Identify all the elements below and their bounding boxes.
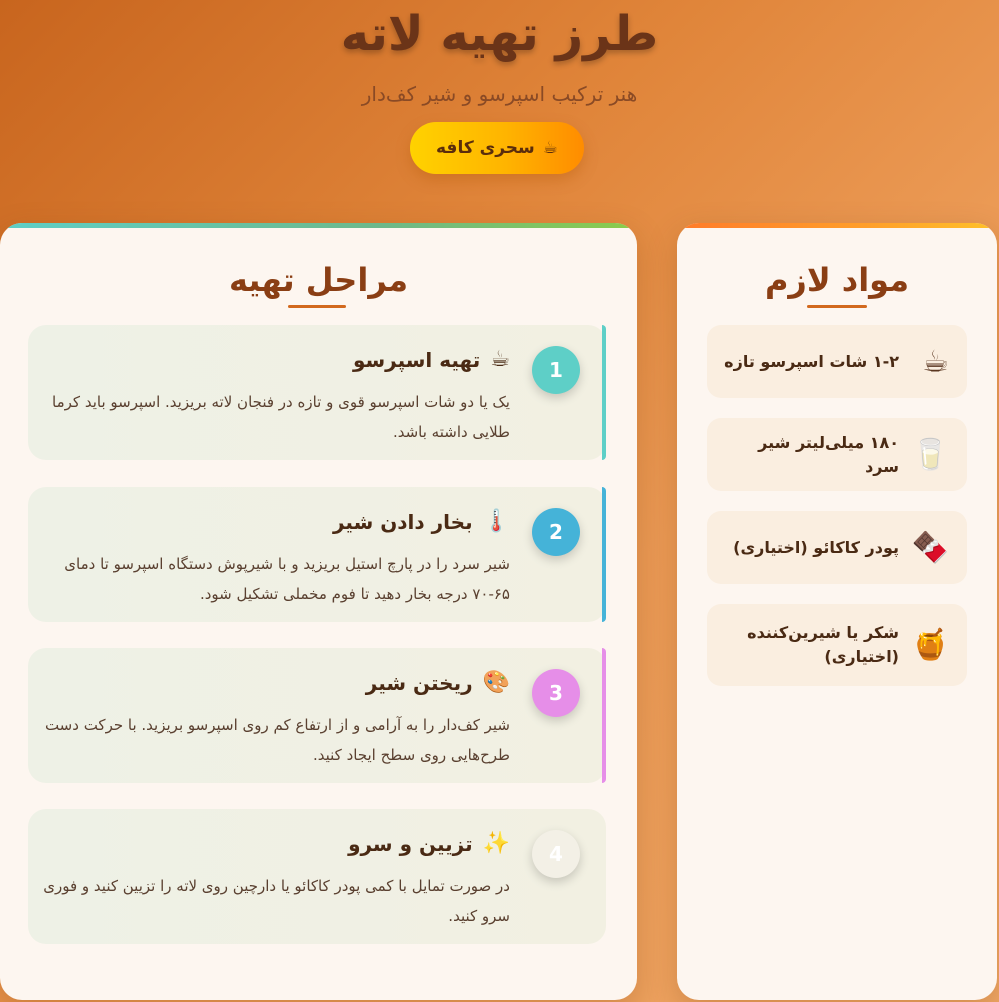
palette-icon: 🎨	[482, 670, 510, 695]
cafe-badge-label: سحری کافه	[436, 138, 535, 158]
ingredients-card	[677, 223, 997, 1000]
step-number-badge: 3	[532, 669, 580, 717]
ingredient-label: پودر کاکائو (اختیاری)	[733, 537, 899, 557]
ingredient-label: شکر یا شیرین‌کننده (اختیاری)	[747, 623, 899, 666]
ingredient-label: ۱۸۰ میلی‌لیتر شیر سرد	[758, 432, 899, 476]
ingredient-item	[707, 325, 967, 398]
ingredient-item	[707, 418, 967, 491]
ingredients-card-title: مواد لازم	[764, 261, 910, 299]
step-title: بخار دادن شیر	[332, 509, 473, 534]
step-item	[28, 325, 606, 460]
step-number-badge: 4	[532, 830, 580, 878]
steps-card	[0, 223, 637, 1000]
step-number-badge: 1	[532, 346, 580, 394]
cafe-badge[interactable]	[410, 122, 584, 174]
step-item	[28, 809, 606, 944]
coffee-icon: ☕	[922, 344, 949, 379]
ingredients-title-underline	[807, 305, 867, 308]
step-title: تهیه اسپرسو	[352, 347, 481, 372]
ingredient-label: ۱-۲ شات اسپرسو تازه	[724, 351, 899, 371]
chocolate-bar-icon: 🍫	[911, 530, 949, 565]
thermometer-icon: 🌡️	[482, 509, 510, 534]
ingredient-item	[707, 604, 967, 686]
coffee-icon: ☕	[542, 138, 559, 158]
step-title: تزیین و سرو	[348, 831, 473, 856]
step-edge-accent	[602, 325, 606, 460]
page-title: طرز تهیه لاته	[340, 6, 659, 62]
steps-card-title: مراحل تهیه	[228, 261, 409, 299]
step-edge-accent	[602, 487, 606, 622]
sparkles-icon: ✨	[482, 831, 510, 856]
step-description: شیر سرد را در پارچ استیل بریزید و با شیرپوش دستگاه اسپرسو تا دمای ۶۵-۷۰ درجه بخار دهید تا فوم مخملی تشکیل شود.	[64, 555, 510, 603]
coffee-icon: ☕	[490, 347, 510, 372]
hero-header	[0, 0, 999, 200]
page-subtitle: هنر ترکیب اسپرسو و شیر کف‌دار	[361, 82, 638, 106]
steps-title-underline	[288, 305, 346, 308]
milk-glass-icon: 🥛	[911, 437, 949, 472]
step-item	[28, 487, 606, 622]
steps-card-accent-bar	[0, 223, 637, 228]
step-description: در صورت تمایل با کمی پودر کاکائو یا دارچین روی لاته را تزیین کنید و فوری سرو کنید.	[43, 877, 510, 925]
step-item	[28, 648, 606, 783]
step-description: شیر کف‌دار را به آرامی و از ارتفاع کم روی اسپرسو بریزید. با حرکت دست طرح‌هایی روی سطح ایجاد کنید.	[44, 716, 510, 764]
step-title: ریختن شیر	[365, 670, 473, 695]
ingredients-card-accent-bar	[677, 223, 997, 228]
honey-pot-icon: 🍯	[911, 627, 949, 663]
ingredient-item	[707, 511, 967, 584]
step-description: یک یا دو شات اسپرسو قوی و تازه در فنجان لاته بریزید. اسپرسو باید کرما طلایی داشته باشد.	[52, 393, 510, 441]
step-number-badge: 2	[532, 508, 580, 556]
step-edge-accent	[602, 648, 606, 783]
